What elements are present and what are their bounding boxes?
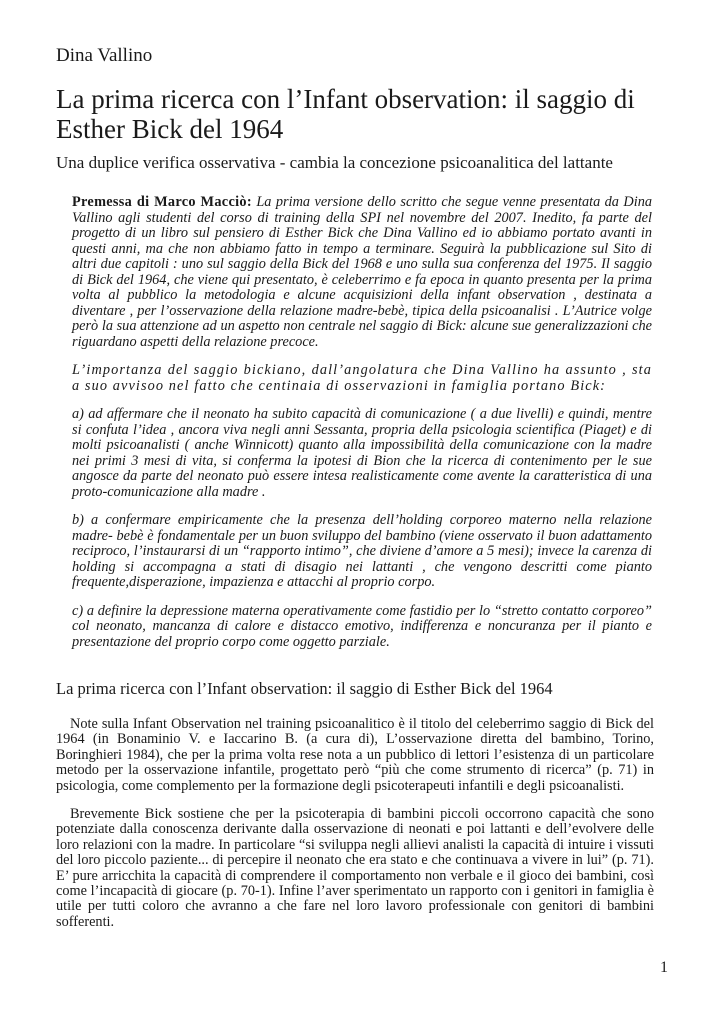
body-text bbox=[56, 717, 654, 943]
document-page bbox=[56, 0, 668, 1024]
premessa-paragraph-2: L’importanza del saggio bickiano, dall’angolatura che Dina Vallino ha assunto , sta a suo avvisoo nel fatto che centinaia di osservazioni in famiglia portano Bick: bbox=[72, 362, 652, 394]
page-number: 1 bbox=[660, 959, 668, 976]
premessa-block bbox=[72, 195, 652, 663]
body-paragraph-1: Note sulla Infant Observation nel training psicoanalitico è il titolo del celeberrimo saggio di Bick del 1964 (in Bonaminio V. e Iaccarino B. (a cura di), L’osservazione diretta del bambino, Torino, Boringhieri 1984), che per la prima volta rese nota a un pubblico di lettori l’esistenza di un particolare metodo per la osservazione infantile, progettato però “più che come strumento di ricerca” (p. 71) in psicologia, come complemento per la formazione degli psicoterapeuti infantili e degli psicoanalisti. bbox=[56, 716, 654, 794]
premessa-point-a: a) ad affermare che il neonato ha subito capacità di comunicazione ( a due livelli) e quindi, mentre si confuta l’idea , ancora viva negli anni Sessanta, propria della psicologia scientifica (Piaget) e di molti psicoanalisti ( anche Winnicott) quanto alla impossibilità della comunicazione con la madre nei primi 3 mesi di vita, si conferma la ipotesi di Bion che la ricerca di contenimento per le sue angosce da parte del neonato può essere intesa realisticamente come avente la caratteristica di una proto-comunicazione alla madre . bbox=[72, 406, 652, 500]
premessa-label: Premessa di Marco Macciò: bbox=[72, 194, 252, 210]
body-paragraph-2: Brevemente Bick sostiene che per la psicoterapia di bambini piccoli occorrono capacità che sono potenziate dalla conoscenza derivante dalla osservazione di neonati e poi lattanti e dell’evolvere delle loro relazioni con la madre. In particolare “si sviluppa negli allievi analisti la capacità di intuire i vissuti del loro piccolo paziente... di percepire il neonato che era stato e che continuava a vivere in lui” (p. 71). E’ pure arricchita la capacità di comprendere il comportamento non verbale e il gioco dei bambini, così come l’incapacità di giocare (p. 70-1). Infine l’aver sperimentato un rapporto con i genitori in famiglia è utile per tutti coloro che avranno a che fare nel loro lavoro professionale con genitori di bambini sofferenti. bbox=[56, 806, 654, 930]
document-subtitle: Una duplice verifica osservativa - cambia la concezione psicoanalitica del lattante bbox=[56, 153, 613, 172]
document-title: La prima ricerca con l’Infant observation: il saggio di Esther Bick del 1964 bbox=[56, 84, 635, 144]
premessa-point-b: b) a confermare empiricamente che la presenza dell’holding corporeo materno nella relazione madre- bebè è fondamentale per un buon sviluppo del bambino (viene osservato il buon adattamento reciproco, l’instaurarsi di un “rapporto intimo”, che diviene d’amore a 5 mesi); invece la carenza di holding si accompagna a stati di disagio nei lattanti , che vengono descritti come pianto frequente,disperazione, impazienza e attacchi al proprio corpo. bbox=[72, 512, 652, 590]
premessa-point-c: c) a definire la depressione materna operativamente come fastidio per lo “stretto contatto corporeo” col neonato, mancanza di calore e distacco emotivo, indifferenza e noncuranza per il pianto e presentazione del proprio corpo come oggetto parziale. bbox=[72, 602, 652, 650]
section-title: La prima ricerca con l’Infant observation: il saggio di Esther Bick del 1964 bbox=[56, 679, 553, 698]
premessa-text-1: La prima versione dello scritto che segue venne presentata da Dina Vallino agli studenti del corso di training della SPI nel novembre del 2007. Inedito, fa parte del progetto di un libro sul pensiero di Esther Bick che Dina Vallino ed io abbiamo portato avanti in questi anni, ma che non abbiamo fatto in tempo a terminare. Seguirà la pubblicazione sul Sito di altri due capitoli : uno sul saggio della Bick del 1968 e uno sulla sua conferenza del 1975. Il saggio di Bick del 1964, che viene qui presentato, è celeberrimo e fa epoca in quanto presenta per la prima volta al pubblico la metodologia e alcune acquisizioni della infant observation , destinata a diventare , per l’osservazione della relazione madre-bebè, tipica della psicoanalisi . L’Autrice volge però la sua attenzione ad un aspetto non centrale nel saggio di Bick: alcune sue generalizzazioni che riguardano aspetti della relazione precoce. bbox=[72, 194, 652, 350]
author-name: Dina Vallino bbox=[56, 45, 153, 66]
premessa-paragraph-1 bbox=[72, 195, 652, 350]
